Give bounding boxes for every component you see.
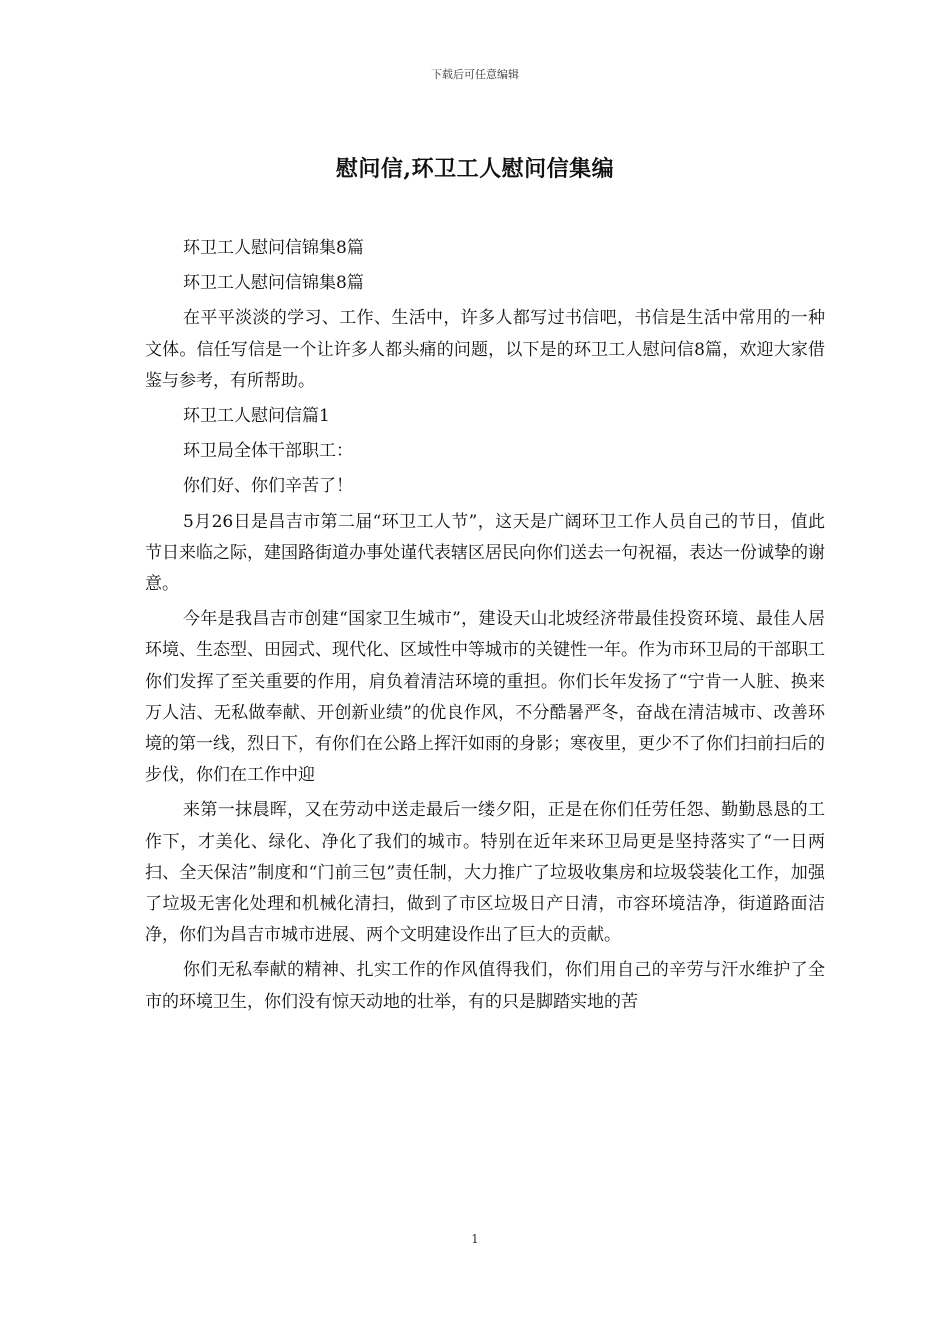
paragraph-body-2: 今年是我昌吉市创建“国家卫生城市”，建设天山北坡经济带最佳投资环境、最佳人居环境、生态型、田园式、现代化、区域性中等城市的关键性一年。作为市环卫局的干部职工你们发挥了至关重要的作用，肩负着清洁环境的重担。你们长年发扬了“宁肯一人脏、换来万人洁、无私做奉献、开创新业绩”的优良作风，不分酷暑严冬，奋战在清洁城市、改善环境的第一线，烈日下，有你们在公路上挥汗如雨的身影；寒夜里，更少不了你们扫前扫后的步伐，你们在工作中迎 xyxy=(145,609,825,786)
paragraph-subtitle-2: 环卫工人慰问信锦集8篇 xyxy=(183,273,364,294)
paragraph-greeting: 你们好、你们辛苦了！ xyxy=(183,476,353,497)
paragraph-letter-heading: 环卫工人慰问信篇1 xyxy=(183,406,330,427)
paragraph-body-4: 你们无私奉献的精神、扎实工作的作风值得我们，你们用自己的辛劳与汗水维护了全市的环境卫生，你们没有惊天动地的壮举，有的只是脚踏实地的苦 xyxy=(145,960,825,1012)
page-number: 1 xyxy=(471,1232,479,1246)
paragraph-intro: 在平平淡淡的学习、工作、生活中，许多人都写过书信吧，书信是生活中常用的一种文体。信任写信是一个让许多人都头痛的问题，以下是的环卫工人慰问信8篇，欢迎大家借鉴与参考，有所帮助。 xyxy=(145,308,825,391)
paragraph-body-1: 5月26日是昌吉市第二届“环卫工人节”，这天是广阔环卫工作人员自己的节日，值此节日来临之际，建国路街道办事处谨代表辖区居民向你们送去一句祝福，表达一份诚挚的谢意。 xyxy=(145,511,825,595)
document-body xyxy=(145,233,825,1022)
document-title: 慰问信,环卫工人慰问信集编 xyxy=(335,156,615,182)
paragraph-body-3: 来第一抹晨晖，又在劳动中送走最后一缕夕阳，正是在你们任劳任怨、勤勤恳恳的工作下，才美化、绿化、净化了我们的城市。特别在近年来环卫局更是坚持落实了“一日两扫、全天保洁”制度和“门前三包”责任制，大力推广了垃圾收集房和垃圾袋装化工作，加强了垃圾无害化处理和机械化清扫，做到了市区垃圾日产日清，市容环境洁净，街道路面洁净，你们为昌吉市城市进展、两个文明建设作出了巨大的贡献。 xyxy=(145,800,825,946)
paragraph-salutation: 环卫局全体干部职工： xyxy=(183,441,353,462)
header-note: 下载后可任意编辑 xyxy=(431,68,519,81)
paragraph-subtitle-1: 环卫工人慰问信锦集8篇 xyxy=(183,238,364,258)
